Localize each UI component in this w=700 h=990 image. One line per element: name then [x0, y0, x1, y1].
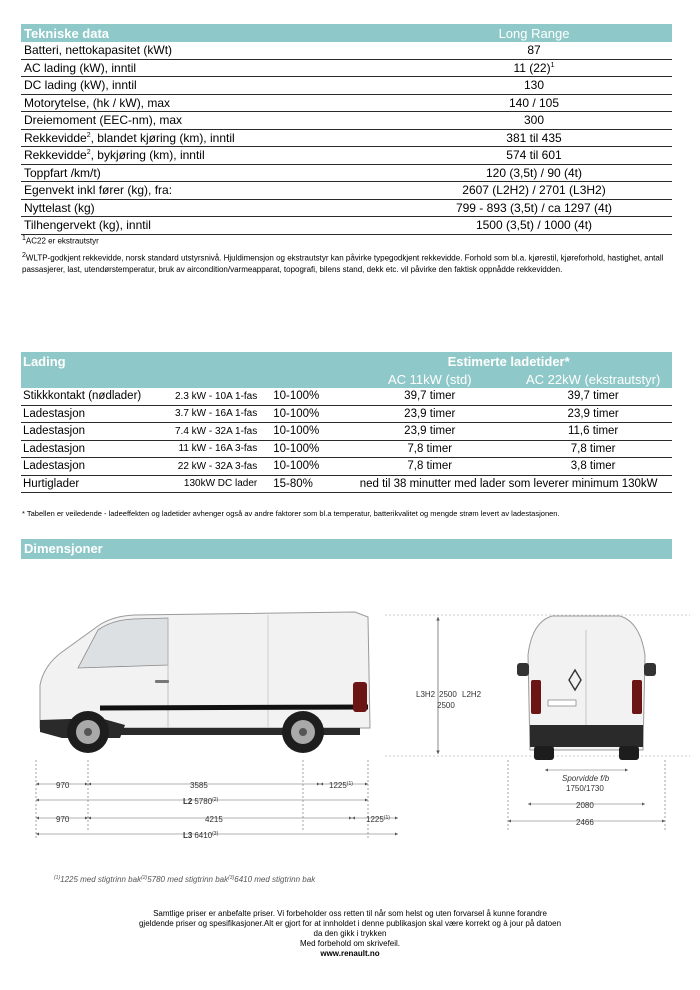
dim-1225-b: 1225: [366, 815, 384, 824]
tech-row-value: 120 (3,5t) / 90 (4t): [396, 164, 672, 182]
dim-l2-label: L2: [183, 797, 193, 806]
charging-type: Ladestasjon: [21, 423, 143, 441]
tech-row-label: Motorytelse, (hk / kW), max: [21, 94, 396, 112]
charging-subheader-row: [21, 370, 672, 388]
charging-std: 7,8 timer: [345, 458, 514, 476]
charging-row: [21, 440, 672, 458]
tech-row-value: 799 - 893 (3,5t) / ca 1297 (4t): [396, 199, 672, 217]
charging-col-extra: AC 22kW (ekstrautstyr): [525, 371, 661, 387]
tech-row-value: 574 til 601: [396, 147, 672, 165]
charging-type: Hurtiglader: [21, 475, 143, 493]
charging-range: 10-100%: [271, 423, 345, 441]
tech-row-label: Dreiemoment (EEC-nm), max: [21, 112, 396, 130]
tech-row-label: Toppfart /km/t): [21, 164, 396, 182]
charging-range: 10-100%: [271, 440, 345, 458]
dim-l3-label: L3: [183, 831, 193, 840]
charging-spec: 7.4 kW - 32A 1-fas: [143, 423, 271, 441]
charging-std: 23,9 timer: [345, 405, 514, 423]
charging-title: Lading: [23, 353, 66, 369]
dim-970-a: 970: [56, 781, 70, 790]
tech-row: [21, 77, 672, 95]
charging-spec: 3.7 kW - 16A 1-fas: [143, 405, 271, 423]
tech-row: [21, 182, 672, 200]
tech-title: Tekniske data: [24, 25, 110, 41]
height-label-left: L3H2: [416, 690, 436, 699]
tech-row: [21, 42, 672, 59]
charging-row: [21, 458, 672, 476]
tech-column-header: Long Range: [498, 25, 570, 41]
dim-970-b: 970: [56, 815, 70, 824]
charging-type: Ladestasjon: [21, 405, 143, 423]
tech-row: [21, 217, 672, 235]
dim-l3-sup: (3): [212, 831, 219, 837]
footer-line-2: gjeldende priser og spesifikasjoner.Alt er gjort for at innholdet i denne publikasjon skal være korrekt og à jour på datoen: [138, 919, 562, 928]
charging-row: [21, 388, 672, 405]
dimensions-drawing: [0, 560, 700, 890]
charging-type: Ladestasjon: [21, 440, 143, 458]
footer-website[interactable]: www.renault.no: [320, 949, 380, 958]
tech-row-label: Rekkevidde$^2$, blandet kjøring (km), inntil: [21, 129, 396, 147]
charging-spec: 130kW DC lader: [143, 475, 271, 493]
tech-specs-table: [21, 24, 672, 235]
charging-std: 23,9 timer: [345, 423, 514, 441]
charging-estimate-title: Estimerte ladetider*: [447, 353, 570, 369]
track-value: 1750/1730: [566, 784, 604, 793]
tech-row-label: Nyttelast (kg): [21, 199, 396, 217]
charging-range: 10-100%: [271, 405, 345, 423]
charging-std: 39,7 timer: [345, 388, 514, 405]
charging-range: 10-100%: [271, 458, 345, 476]
tech-row-value: 130: [396, 77, 672, 95]
dim-3585: 3585: [190, 781, 208, 790]
tech-row-label: Batteri, nettokapasitet (kWt): [21, 42, 396, 59]
tech-row-label: DC lading (kW), inntil: [21, 77, 396, 95]
charging-header-row: [21, 352, 672, 370]
charging-range: 15-80%: [271, 475, 345, 493]
height-sub-value: 2500: [437, 701, 455, 710]
tech-row-label: AC lading (kW), inntil: [21, 59, 396, 77]
tech-row-label: Tilhengervekt (kg), inntil: [21, 217, 396, 235]
charging-extra: 23,9 timer: [514, 405, 672, 423]
tech-row-label: Rekkevidde$^2$, bykjøring (km), inntil: [21, 147, 396, 165]
svg-text:L36410(3): [183, 831, 219, 840]
width-value-2: 2466: [576, 818, 594, 827]
tech-header-row: [21, 24, 672, 42]
tech-row: [21, 199, 672, 217]
charging-type: Stikkkontakt (nødlader): [21, 388, 143, 405]
dim-l2-sup: (2): [212, 797, 219, 803]
dimensions-title: Dimensjoner: [24, 541, 103, 556]
footnote-2: [22, 250, 672, 275]
tech-row-value: 2607 (L2H2) / 2701 (L3H2): [396, 182, 672, 200]
tech-row: [21, 112, 672, 130]
svg-text:1225(1): [329, 781, 353, 790]
height-label-right: L2H2: [462, 690, 482, 699]
svg-text:1225(1): [366, 815, 390, 824]
footer: [100, 909, 600, 959]
dim-l2-value: 5780: [194, 797, 213, 806]
tech-row: [21, 164, 672, 182]
charging-extra: 3,8 timer: [514, 458, 672, 476]
charging-extra: 7,8 timer: [514, 440, 672, 458]
charging-merged: ned til 38 minutter med lader som leverer minimum 130kW: [345, 475, 672, 493]
dim-1225-a-sup: (1): [346, 781, 353, 787]
van-side-view: [40, 612, 370, 753]
tech-row-value: 381 til 435: [396, 129, 672, 147]
dim-1225-a: 1225: [329, 781, 347, 790]
footer-line-4: Med forbehold om skrivefeil.: [299, 939, 401, 948]
charging-std: 7,8 timer: [345, 440, 514, 458]
dimensions-caption: $^{(1)}$1225 med stigtrinn bak$^{(2)}$5780 med stigtrinn bak$^{(3)}$6410 med stigtrinn bak: [54, 875, 316, 884]
charging-spec: 22 kW - 32A 3-fas: [143, 458, 271, 476]
tech-row-value: 87: [396, 42, 672, 59]
footnote-1: [22, 233, 672, 247]
tech-row-value: 1500 (3,5t) / 1000 (4t): [396, 217, 672, 235]
charging-col-std: AC 11kW (std): [387, 371, 472, 387]
charging-row: [21, 423, 672, 441]
tech-row: [21, 129, 672, 147]
charging-type: Ladestasjon: [21, 458, 143, 476]
track-label: Sporvidde f/b: [562, 774, 610, 783]
footnote-2-mark: 2: [22, 252, 26, 259]
tech-row: [21, 94, 672, 112]
tech-row: [21, 59, 672, 77]
charging-note: * Tabellen er veiledende - ladeeffekten og ladetider avhenger også av andre faktorer som bl.a temperatur, batterikvalitet og mengde strøm levert av ladestasjonen.: [22, 509, 560, 518]
tech-row-value: 300: [396, 112, 672, 130]
tech-row-value: 11 $(22)^1$: [396, 59, 672, 77]
dim-4215: 4215: [205, 815, 223, 824]
footnote-1-text: AC22 er ekstrautstyr: [25, 236, 99, 246]
height-value: 2500: [439, 690, 457, 699]
footnote-2-text: WLTP-godkjent rekkevidde, norsk standard utstyrsnivå. Hjuldimensjon og ekstrautstyr kan påvirke typegodkjent rekkevidde. Forhold som bl.a. kjørestil, kjøreforhold, hastighet, antall passasjerer, last, utendørstemperatur, bruk av aircondition/varmeapparat, topografi, bilens stand, dekk etc. vil påvirke den faktisk oppnådde rekkevidden.: [22, 253, 664, 274]
tech-row-value: 140 / 105: [396, 94, 672, 112]
tech-row: [21, 147, 672, 165]
charging-extra: 11,6 timer: [514, 423, 672, 441]
charging-spec: 11 kW - 16A 3-fas: [143, 440, 271, 458]
charging-row: [21, 405, 672, 423]
svg-text:L25780(2): [183, 797, 219, 806]
charging-row: [21, 475, 672, 493]
charging-extra: 39,7 timer: [514, 388, 672, 405]
charging-table: [21, 352, 672, 493]
van-rear-view: [517, 616, 656, 760]
tech-row-label: Egenvekt inkl fører (kg), fra:: [21, 182, 396, 200]
dim-1225-b-sup: (1): [383, 815, 390, 821]
width-value-1: 2080: [576, 801, 594, 810]
charging-range: 10-100%: [271, 388, 345, 405]
footnote-1-mark: 1: [22, 235, 26, 242]
dim-l3-value: 6410: [194, 831, 213, 840]
footer-line-1: Samtlige priser er anbefalte priser. Vi forbeholder oss retten til når som helst og uten forvarsel å kunne forandre: [153, 909, 547, 918]
charging-spec: 2.3 kW - 10A 1-fas: [143, 388, 271, 405]
dimensions-header: [21, 539, 672, 559]
footer-line-3: da den gikk i trykken: [313, 929, 387, 938]
